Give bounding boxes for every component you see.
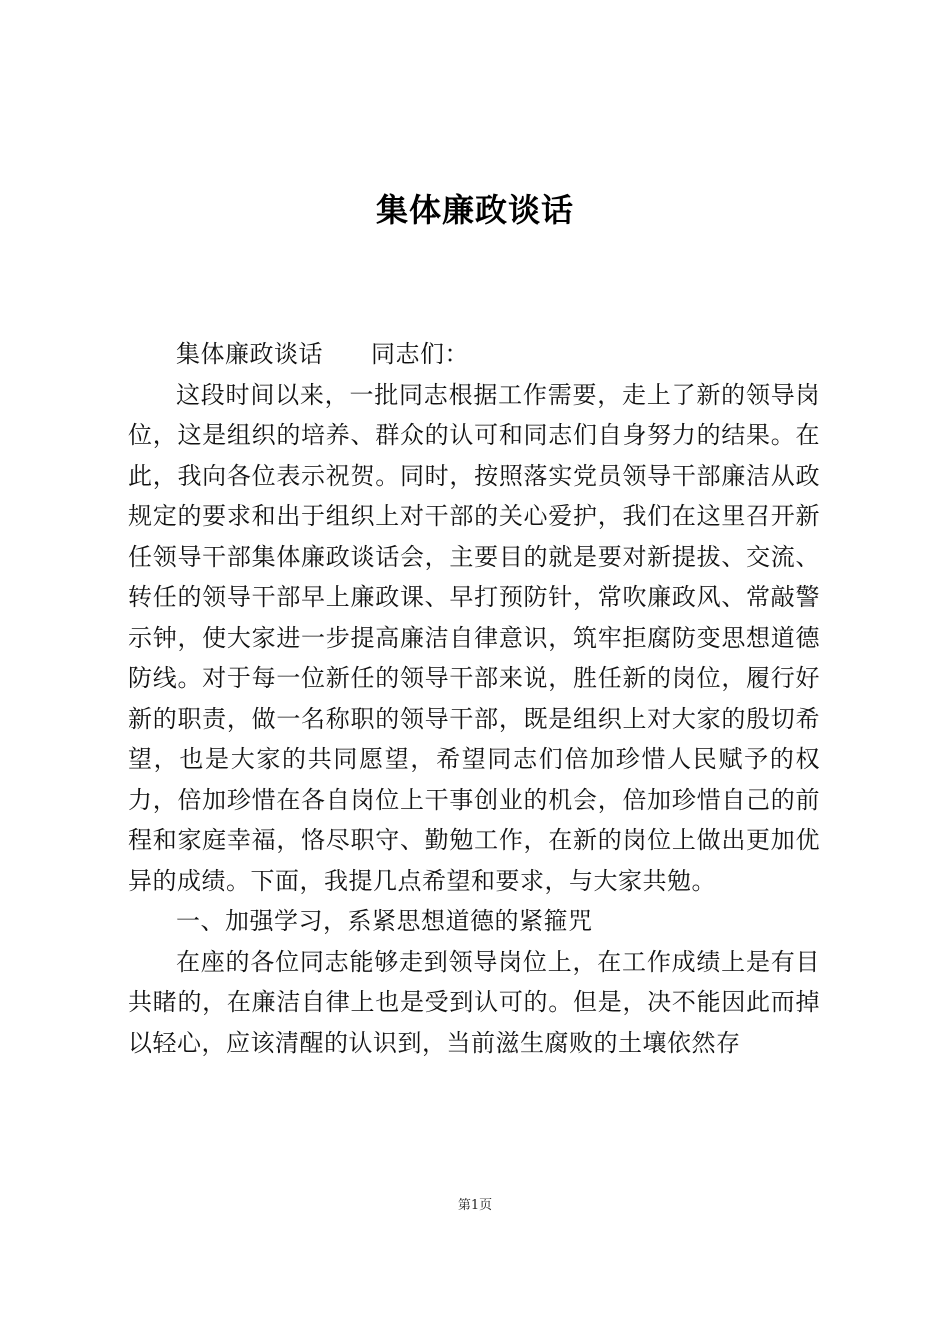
opening-line <box>128 334 820 375</box>
section-heading-1: 一、加强学习，系紧思想道德的紧箍咒 <box>176 907 593 935</box>
opening-subtitle: 集体廉政谈话 <box>176 340 323 368</box>
page-number: 第1页 <box>457 1198 493 1213</box>
paragraph-section-1: 在座的各位同志能够走到领导岗位上，在工作成绩上是有目共睹的，在廉洁自律上也是受到认可的。但是，决不能因此而掉以轻心，应该清醒的认识到，当前滋生腐败的土壤依然存 <box>128 947 820 1057</box>
salutation: 同志们： <box>371 340 469 368</box>
document-title: 集体廉政谈话 <box>375 191 574 229</box>
document-body <box>128 334 820 1063</box>
paragraph-intro: 这段时间以来，一批同志根据工作需要，走上了新的领导岗位，这是组织的培养、群众的认可和同志们自身努力的结果。在此，我向各位表示祝贺。同时，按照落实党员领导干部廉洁从政规定的要求和出于组织上对干部的关心爱护，我们在这里召开新任领导干部集体廉政谈话会，主要目的就是要对新提拔、交流、转任的领导干部早上廉政课、早打预防针，常吹廉政风、常敲警示钟，使大家进一步提高廉洁自律意识，筑牢拒腐防变思想道德防线。对于每一位新任的领导干部来说，胜任新的岗位，履行好新的职责，做一名称职的领导干部，既是组织上对大家的殷切希望，也是大家的共同愿望，希望同志们倍加珍惜人民赋予的权力，倍加珍惜在各自岗位上干事创业的机会，倍加珍惜自己的前程和家庭幸福，恪尽职守、勤勉工作，在新的岗位上做出更加优异的成绩。下面，我提几点希望和要求，与大家共勉。 <box>128 380 820 895</box>
